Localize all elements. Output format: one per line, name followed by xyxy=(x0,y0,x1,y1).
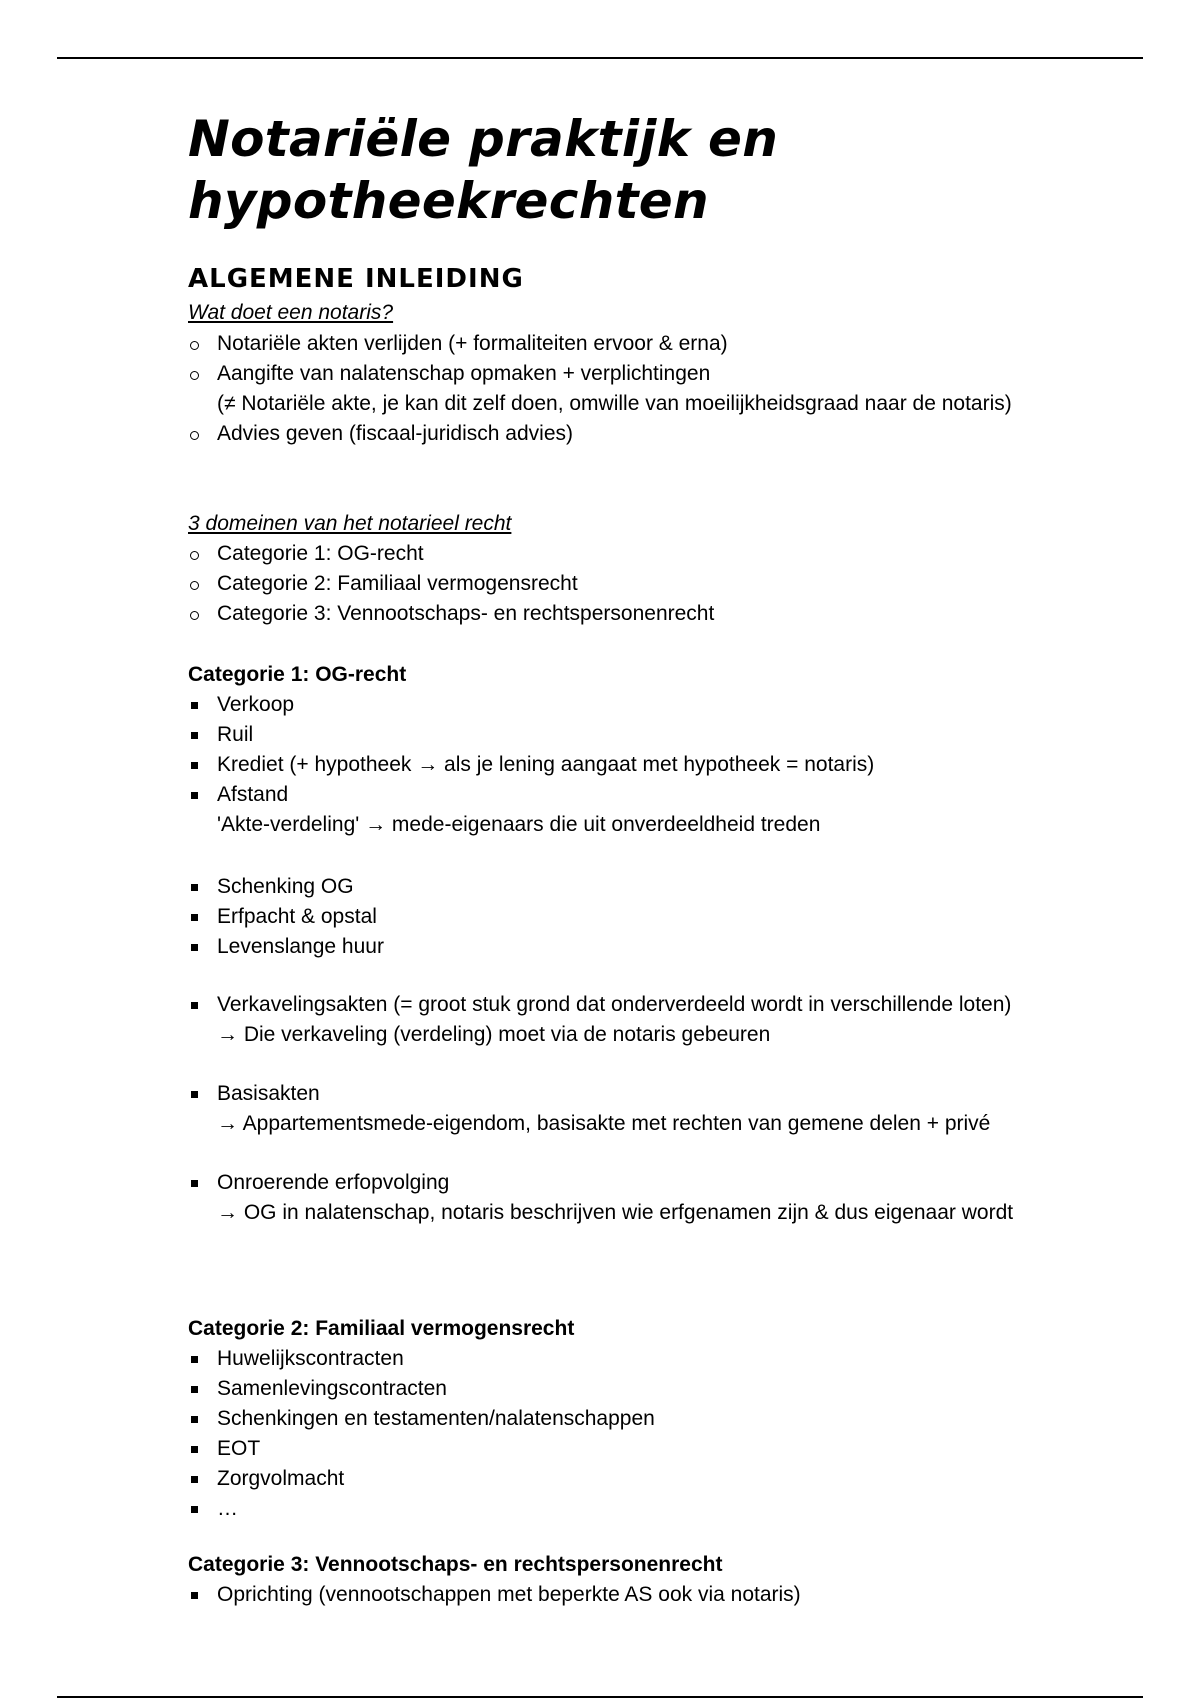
list-item: Notariële akten verlijden (+ formaliteiten ervoor & erna) xyxy=(188,329,1012,359)
list-item: Categorie 3: Vennootschaps- en rechtspersonenrecht xyxy=(188,599,714,629)
top-rule xyxy=(57,57,1143,59)
intro-question: Wat doet een notaris? xyxy=(188,301,394,324)
list-item: … xyxy=(188,1494,655,1524)
list-item xyxy=(188,990,1011,1050)
document-title: Notariële praktijk en hypotheekrechten xyxy=(188,110,779,230)
list-item-note: → Appartementsmede-eigendom, basisakte met rechten van gemene delen + privé xyxy=(217,1112,991,1135)
list-item: Schenkingen en testamenten/nalatenschappen xyxy=(188,1404,655,1434)
list-item: Huwelijkscontracten xyxy=(188,1344,655,1374)
cat3-heading: Categorie 3: Vennootschaps- en rechtspersonenrecht xyxy=(188,1553,723,1576)
list-item-text: Verkavelingsakten (= groot stuk grond dat onderverdeeld wordt in verschillende loten) xyxy=(217,993,1012,1016)
list-item: Categorie 1: OG-recht xyxy=(188,539,714,569)
list-item-note: (≠ Notariële akte, je kan dit zelf doen, omwille van moeilijkheidsgraad naar de notaris) xyxy=(217,392,1012,415)
list-item-text: Onroerende erfopvolging xyxy=(217,1171,450,1194)
list-item: Oprichting (vennootschappen met beperkte AS ook via notaris) xyxy=(188,1580,801,1610)
list-item: Verkoop xyxy=(188,690,874,720)
list-item: Erfpacht & opstal xyxy=(188,902,384,932)
cat2-list xyxy=(188,1344,655,1524)
cat2-heading: Categorie 2: Familiaal vermogensrecht xyxy=(188,1317,575,1340)
list-item: EOT xyxy=(188,1434,655,1464)
cat1-list-e xyxy=(188,1168,1013,1228)
cat1-list-b xyxy=(188,872,384,962)
section-heading: ALGEMENE INLEIDING xyxy=(188,264,524,294)
list-item-note: 'Akte-verdeling' → mede-eigenaars die uit onverdeeldheid treden xyxy=(217,813,821,836)
cat1-heading: Categorie 1: OG-recht xyxy=(188,663,407,686)
list-item xyxy=(188,780,874,840)
list-item: Krediet (+ hypotheek → als je lening aangaat met hypotheek = notaris) xyxy=(188,750,874,780)
list-item: Samenlevingscontracten xyxy=(188,1374,655,1404)
list-item xyxy=(188,1168,1013,1228)
list-item: Advies geven (fiscaal-juridisch advies) xyxy=(188,419,1012,449)
bottom-rule xyxy=(57,1696,1143,1698)
list-item-note: → Die verkaveling (verdeling) moet via de notaris gebeuren xyxy=(217,1023,771,1046)
cat1-list-c xyxy=(188,990,1011,1050)
list-item-text: Afstand xyxy=(217,783,289,806)
cat3-list xyxy=(188,1580,801,1610)
list-item: Levenslange huur xyxy=(188,932,384,962)
domains-list-items xyxy=(188,539,714,629)
cat1-list-d xyxy=(188,1079,990,1139)
list-item: Zorgvolmacht xyxy=(188,1464,655,1494)
list-item: Schenking OG xyxy=(188,872,384,902)
domains-heading: 3 domeinen van het notarieel recht xyxy=(188,512,512,535)
list-item: Ruil xyxy=(188,720,874,750)
list-item xyxy=(188,359,1012,419)
intro-list xyxy=(188,329,1012,449)
document-body xyxy=(188,108,1088,1606)
list-item-text: Aangifte van nalatenschap opmaken + verplichtingen xyxy=(217,362,711,385)
list-item-text: Basisakten xyxy=(217,1082,320,1105)
list-item-note: → OG in nalatenschap, notaris beschrijven wie erfgenamen zijn & dus eigenaar wordt xyxy=(217,1201,1014,1224)
cat1-list-a xyxy=(188,690,874,840)
list-item xyxy=(188,1079,990,1139)
list-item: Categorie 2: Familiaal vermogensrecht xyxy=(188,569,714,599)
